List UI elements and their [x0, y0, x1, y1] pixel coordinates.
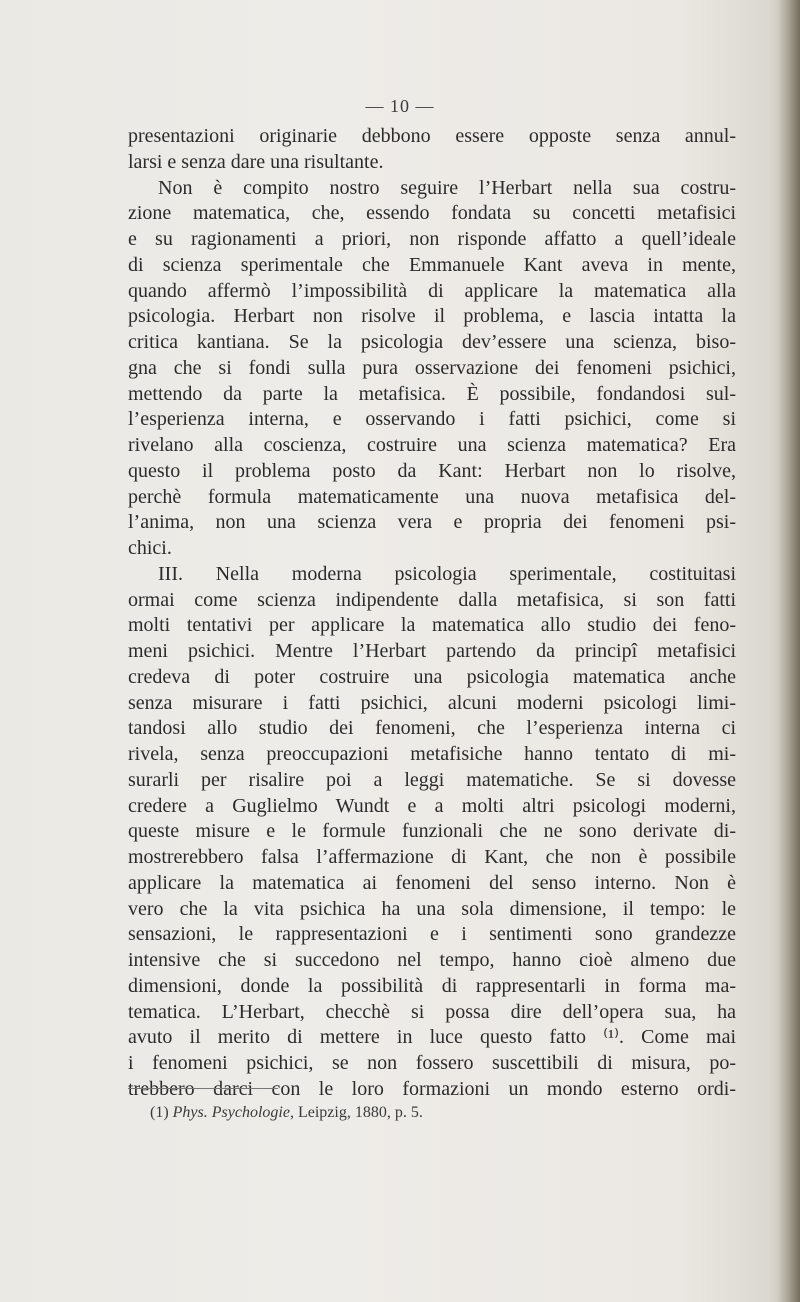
text-line: surarli per risalire poi a leggi matematiche. Se si dovesse [128, 768, 736, 791]
page-edge-shadow [778, 0, 800, 1302]
footnote-divider [128, 1088, 278, 1089]
text-line: sensazioni, le rappresentazioni e i sentimenti sono grandezze [128, 923, 736, 946]
body-text [128, 124, 736, 1103]
footnote-citation: Leipzig, 1880, p. 5. [297, 1104, 423, 1121]
text-line: senza misurare i fatti psichici, alcuni moderni psicologi limi- [128, 691, 736, 714]
text-line: chici. [128, 537, 172, 559]
page-number: — 10 — [365, 96, 435, 116]
text-line: zione matematica, che, essendo fondata su concetti metafisici [128, 202, 736, 225]
text-line: intensive che si succedono nel tempo, hanno cioè almeno due [128, 949, 736, 971]
text-line: credere a Guglielmo Wundt e a molti altri psicologi moderni, [128, 794, 736, 817]
text-line: di scienza sperimentale che Emmanuele Kant aveva in mente, [128, 253, 736, 276]
text-line: mostrerebbero falsa l’affermazione di Kant, che non è possibile [128, 846, 736, 868]
text-line: dimensioni, donde la possibilità di rappresentarli in forma ma- [128, 974, 736, 997]
text-line: rivela, senza preoccupazioni metafisiche hanno tentato di mi- [128, 743, 736, 765]
text-line: l’anima, non una scienza vera e propria dei fenomeni psi- [128, 511, 736, 534]
text-line: meni psichici. Mentre l’Herbart partendo da principî metafisici [128, 640, 736, 662]
text-line: III. Nella moderna psicologia sperimentale, costituitasi [158, 562, 736, 585]
text-line: e su ragionamenti a priori, non risponde affatto a quell’ideale [128, 228, 736, 250]
text-line: avuto il merito di mettere in luce questo fatto ⁽¹⁾. Come mai [128, 1026, 736, 1049]
footnote-work-title: Phys. Psychologie, [172, 1104, 294, 1121]
text-line: queste misure e le formule funzionali che ne sono derivate di- [128, 820, 736, 843]
text-line: rivelano alla coscienza, costruire una scienza matematica? Era [128, 434, 736, 456]
text-line: trebbero darci con le loro formazioni un mondo esterno ordi- [128, 1077, 736, 1100]
text-line: gna che si fondi sulla pura osservazione dei fenomeni psichici, [128, 356, 736, 379]
text-line: l’esperienza interna, e osservando i fatti psichici, come si [128, 408, 736, 431]
text-line: mettendo da parte la metafisica. È possibile, fondandosi sul- [128, 382, 736, 405]
footnote [150, 1104, 423, 1122]
footnote-marker: (1) [150, 1104, 169, 1121]
text-line: perchè formula matematicamente una nuova metafisica del- [128, 485, 736, 508]
text-line: larsi e senza dare una risultante. [128, 150, 384, 173]
text-line: tandosi allo studio dei fenomeni, che l’esperienza interna ci [128, 717, 736, 740]
text-line: psicologia. Herbart non risolve il problema, e lascia intatta la [128, 305, 736, 328]
text-line: vero che la vita psichica ha una sola dimensione, il tempo: le [128, 897, 736, 920]
text-line: molti tentativi per applicare la matematica allo studio dei feno- [128, 614, 736, 637]
text-line: credeva di poter costruire una psicologia matematica anche [128, 665, 736, 688]
text-line: critica kantiana. Se la psicologia dev’essere una scienza, biso- [128, 331, 736, 353]
text-line: quando affermò l’impossibilità di applicare la matematica alla [128, 279, 736, 302]
text-line: ormai come scienza indipendente dalla metafisica, si son fatti [128, 588, 736, 611]
text-line: Non è compito nostro seguire l’Herbart nella sua costru- [158, 176, 736, 199]
text-line: presentazioni originarie debbono essere opposte senza annul- [128, 125, 736, 147]
text-line: applicare la matematica ai fenomeni del senso interno. Non è [128, 871, 736, 894]
text-line: questo il problema posto da Kant: Herbart non lo risolve, [128, 459, 736, 482]
text-line: i fenomeni psichici, se non fossero suscettibili di misura, po- [128, 1052, 736, 1074]
text-line: tematica. L’Herbart, checchè si possa dire dell’opera sua, ha [128, 1000, 736, 1023]
